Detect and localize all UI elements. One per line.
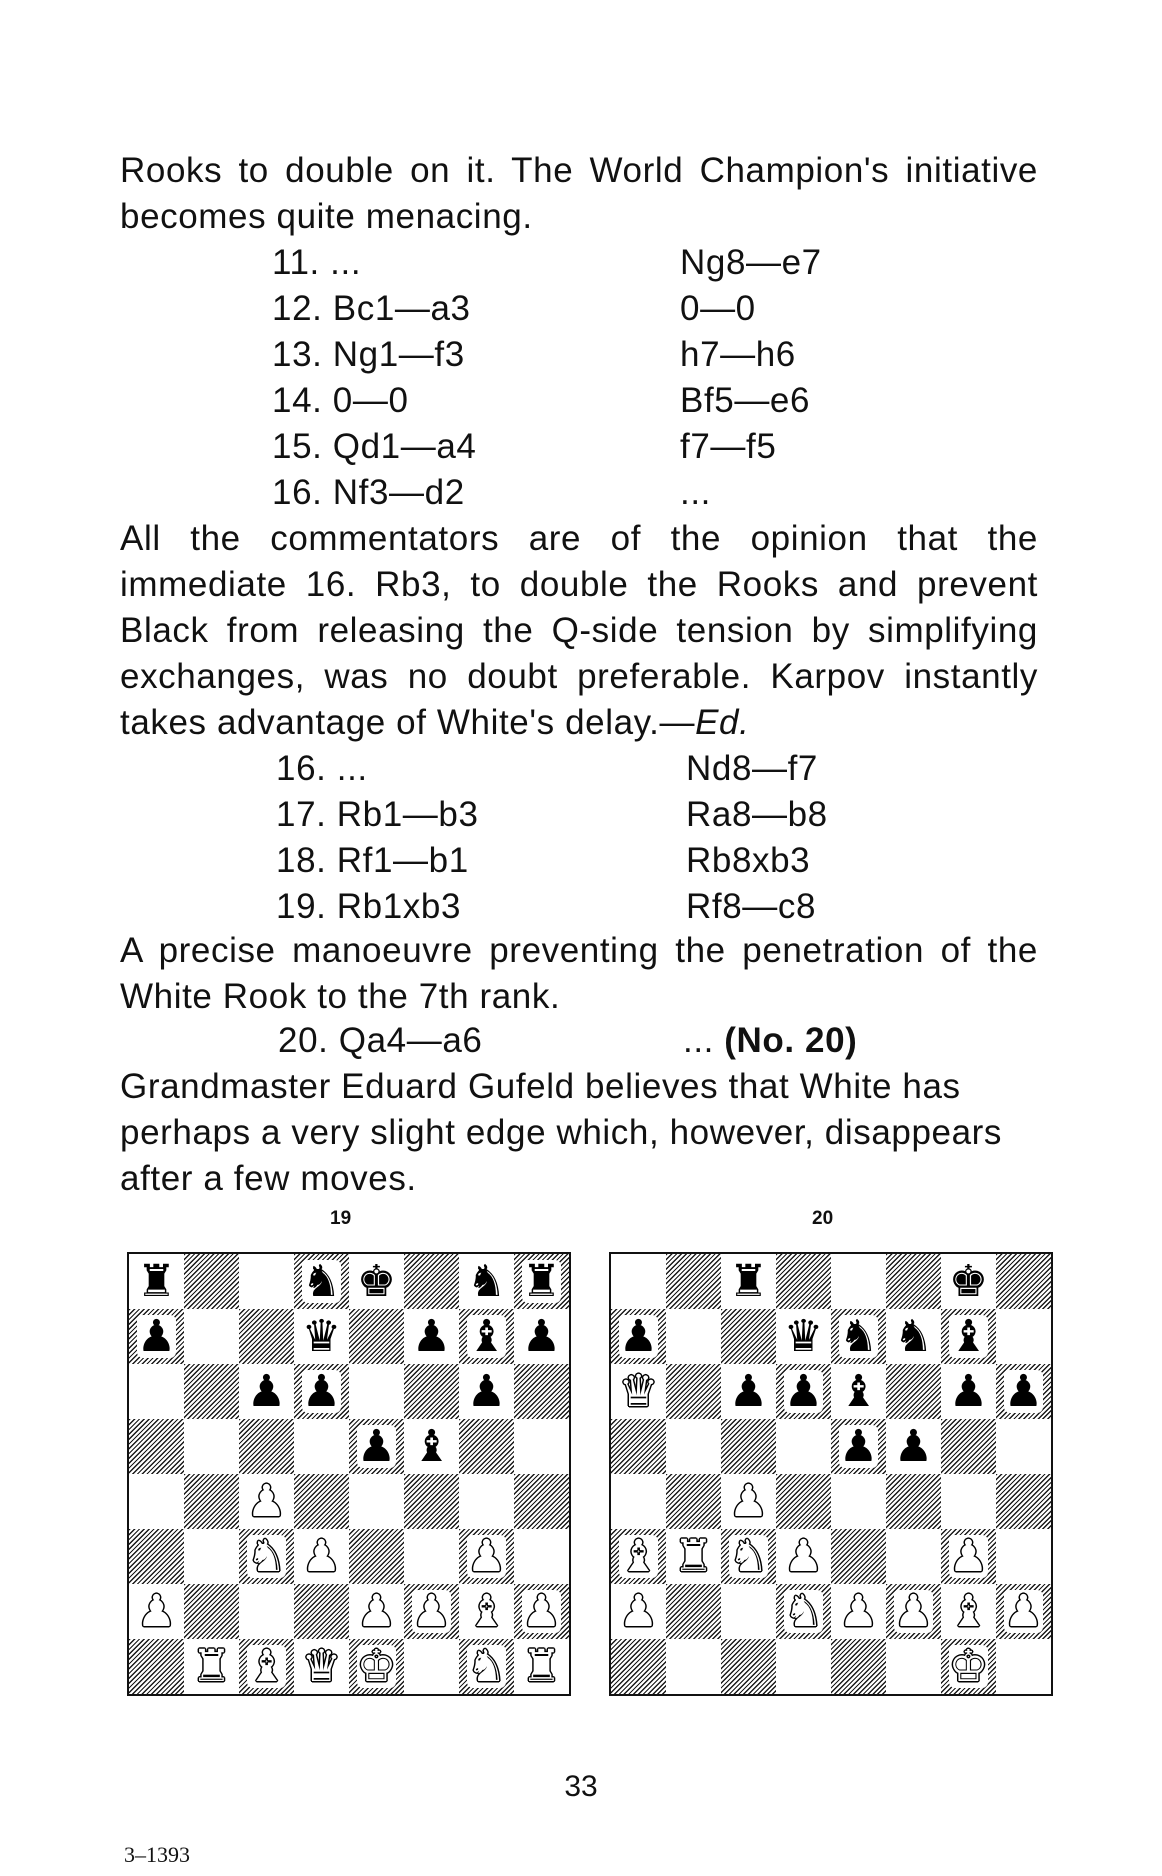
black-king-icon: ♚ (356, 1255, 397, 1307)
white-queen-icon: ♛ (301, 1640, 342, 1692)
board-square (404, 1474, 459, 1529)
board-square (349, 1529, 404, 1584)
page-number: 33 (564, 1770, 598, 1803)
black-bishop-icon: ♝ (948, 1310, 989, 1362)
white-bishop-icon: ♝ (948, 1585, 989, 1637)
black-bishop-icon: ♝ (466, 1310, 507, 1362)
white-rook-icon: ♜ (673, 1530, 714, 1582)
black-rook-icon: ♜ (728, 1255, 769, 1307)
board-square (349, 1364, 404, 1419)
white-pawn-icon: ♟ (301, 1530, 342, 1582)
white-pawn-icon: ♟ (838, 1585, 879, 1637)
move-20-black (683, 1018, 857, 1064)
board-square (666, 1474, 721, 1529)
printer-signature: 3–1393 (124, 1842, 190, 1867)
move-black: 0—0 (680, 289, 756, 328)
black-pawn-icon: ♟ (838, 1420, 879, 1472)
white-knight-icon: ♞ (728, 1530, 769, 1582)
black-pawn-icon: ♟ (893, 1420, 934, 1472)
board-square (941, 1419, 996, 1474)
board-square (184, 1419, 239, 1474)
black-knight-icon: ♞ (893, 1310, 934, 1362)
black-pawn-icon: ♟ (356, 1420, 397, 1472)
move-black: f7—f5 (680, 427, 777, 466)
board-square (514, 1529, 569, 1584)
black-pawn-icon: ♟ (466, 1365, 507, 1417)
white-knight-icon: ♞ (783, 1585, 824, 1637)
board-square (666, 1584, 721, 1639)
white-king-icon: ♚ (356, 1640, 397, 1692)
move-white: 16. Nf3—d2 (272, 473, 465, 512)
white-rook-icon: ♜ (521, 1640, 562, 1692)
diagram-reference: (No. 20) (724, 1021, 858, 1060)
black-pawn-icon: ♟ (618, 1310, 659, 1362)
board-square (611, 1474, 666, 1529)
board-square (239, 1254, 294, 1309)
white-rook-icon: ♜ (191, 1640, 232, 1692)
move-black: ... (680, 473, 711, 512)
board-square (184, 1309, 239, 1364)
black-rook-icon: ♜ (521, 1255, 562, 1307)
white-king-icon: ♚ (948, 1640, 989, 1692)
board-square (886, 1474, 941, 1529)
board-square (886, 1529, 941, 1584)
move-white: 19. Rb1xb3 (276, 887, 462, 926)
board-square (666, 1639, 721, 1694)
board-square (404, 1639, 459, 1694)
white-bishop-icon: ♝ (246, 1640, 287, 1692)
paragraph-gufeld: Grandmaster Eduard Gufeld believes that White has perhaps a very slight edge which, however, disappears after a few moves. (120, 1067, 1003, 1198)
board-square (776, 1419, 831, 1474)
move-black: Nd8—f7 (686, 749, 818, 788)
white-pawn-icon: ♟ (728, 1475, 769, 1527)
white-pawn-icon: ♟ (356, 1585, 397, 1637)
board-square (831, 1529, 886, 1584)
commentary-text: All the commentators are of the opinion that the immediate 16. Rb3, to double the Rooks and prevent Black from releasing the Q-side tension by simplifying exchanges, was no doubt preferable. Karpov instantly takes advantage of White's delay.— (120, 519, 1038, 742)
board-square (294, 1474, 349, 1529)
board-square (459, 1474, 514, 1529)
move-black: Bf5—e6 (680, 381, 811, 420)
board-square (404, 1254, 459, 1309)
move-white: 15. Qd1—a4 (272, 427, 477, 466)
board-square (831, 1639, 886, 1694)
black-queen-icon: ♛ (301, 1310, 342, 1362)
white-pawn-icon: ♟ (466, 1530, 507, 1582)
white-pawn-icon: ♟ (1003, 1585, 1044, 1637)
board-square (721, 1639, 776, 1694)
move-black: h7—h6 (680, 335, 796, 374)
black-pawn-icon: ♟ (246, 1365, 287, 1417)
black-pawn-icon: ♟ (783, 1365, 824, 1417)
board-square (404, 1529, 459, 1584)
board-square (129, 1364, 184, 1419)
board-square (996, 1639, 1051, 1694)
board-square (514, 1419, 569, 1474)
white-pawn-icon: ♟ (948, 1530, 989, 1582)
black-bishop-icon: ♝ (411, 1420, 452, 1472)
paragraph-intro: Rooks to double on it. The World Champion's initiative becomes quite menacing. (120, 151, 1038, 236)
diagram-19-caption: 19 (330, 1208, 352, 1229)
board-square (184, 1254, 239, 1309)
board-square (459, 1419, 514, 1474)
board-square (611, 1254, 666, 1309)
board-square (239, 1419, 294, 1474)
move-white: 12. Bc1—a3 (272, 289, 471, 328)
black-knight-icon: ♞ (301, 1255, 342, 1307)
paragraph-manoeuvre: A precise manoeuvre preventing the penetration of the White Rook to the 7th rank. (120, 931, 1038, 1016)
move-white: 13. Ng1—f3 (272, 335, 465, 374)
black-bishop-icon: ♝ (838, 1365, 879, 1417)
move-black: Rb8xb3 (686, 841, 811, 880)
board-square (831, 1254, 886, 1309)
black-pawn-icon: ♟ (1003, 1365, 1044, 1417)
move-black: Ra8—b8 (686, 795, 828, 834)
black-king-icon: ♚ (948, 1255, 989, 1307)
board-square (776, 1639, 831, 1694)
black-knight-icon: ♞ (466, 1255, 507, 1307)
white-pawn-icon: ♟ (411, 1585, 452, 1637)
editor-mark: Ed. (695, 703, 750, 742)
black-pawn-icon: ♟ (301, 1365, 342, 1417)
board-square (776, 1474, 831, 1529)
board-square (886, 1364, 941, 1419)
board-square (239, 1309, 294, 1364)
chess-diagram-19 (127, 1252, 571, 1696)
board-square (721, 1419, 776, 1474)
board-square (129, 1474, 184, 1529)
move-black: Rf8—c8 (686, 887, 817, 926)
board-square (996, 1254, 1051, 1309)
board-square (184, 1584, 239, 1639)
move-20-ellipsis: ... (683, 1021, 725, 1060)
white-knight-icon: ♞ (246, 1530, 287, 1582)
board-square (996, 1474, 1051, 1529)
black-pawn-icon: ♟ (411, 1310, 452, 1362)
board-square (611, 1419, 666, 1474)
black-pawn-icon: ♟ (521, 1310, 562, 1362)
board-square (239, 1584, 294, 1639)
black-pawn-icon: ♟ (136, 1310, 177, 1362)
board-square (666, 1419, 721, 1474)
board-square (831, 1474, 886, 1529)
move-black: Ng8—e7 (680, 243, 822, 282)
board-square (666, 1254, 721, 1309)
black-knight-icon: ♞ (838, 1310, 879, 1362)
move-white: 17. Rb1—b3 (276, 795, 479, 834)
white-bishop-icon: ♝ (466, 1585, 507, 1637)
diagram-20-caption: 20 (812, 1208, 834, 1229)
move-20-white: 20. Qa4—a6 (278, 1021, 483, 1060)
board-square (294, 1419, 349, 1474)
board-square (294, 1584, 349, 1639)
board-square (996, 1529, 1051, 1584)
board-square (184, 1474, 239, 1529)
board-square (514, 1364, 569, 1419)
black-rook-icon: ♜ (136, 1255, 177, 1307)
board-square (996, 1419, 1051, 1474)
paragraph-commentary (120, 516, 1038, 746)
board-square (514, 1474, 569, 1529)
board-square (996, 1309, 1051, 1364)
white-pawn-icon: ♟ (893, 1585, 934, 1637)
board-square (129, 1419, 184, 1474)
white-pawn-icon: ♟ (783, 1530, 824, 1582)
black-queen-icon: ♛ (783, 1310, 824, 1362)
move-white: 18. Rf1—b1 (276, 841, 469, 880)
white-pawn-icon: ♟ (136, 1585, 177, 1637)
board-square (129, 1529, 184, 1584)
board-square (776, 1254, 831, 1309)
board-square (184, 1529, 239, 1584)
board-square (886, 1254, 941, 1309)
white-knight-icon: ♞ (466, 1640, 507, 1692)
board-square (721, 1309, 776, 1364)
board-square (886, 1639, 941, 1694)
move-white: 14. 0—0 (272, 381, 409, 420)
black-pawn-icon: ♟ (948, 1365, 989, 1417)
board-square (129, 1639, 184, 1694)
board-square (666, 1309, 721, 1364)
white-pawn-icon: ♟ (618, 1585, 659, 1637)
white-pawn-icon: ♟ (246, 1475, 287, 1527)
white-bishop-icon: ♝ (618, 1530, 659, 1582)
move-white: 16. ... (276, 749, 368, 788)
white-queen-icon: ♛ (618, 1365, 659, 1417)
board-square (349, 1309, 404, 1364)
white-pawn-icon: ♟ (521, 1585, 562, 1637)
board-square (721, 1584, 776, 1639)
board-square (404, 1364, 459, 1419)
chess-diagram-20 (609, 1252, 1053, 1696)
board-square (184, 1364, 239, 1419)
board-square (666, 1364, 721, 1419)
board-square (611, 1639, 666, 1694)
board-square (941, 1474, 996, 1529)
black-pawn-icon: ♟ (728, 1365, 769, 1417)
board-square (349, 1474, 404, 1529)
move-white: 11. ... (272, 243, 362, 282)
